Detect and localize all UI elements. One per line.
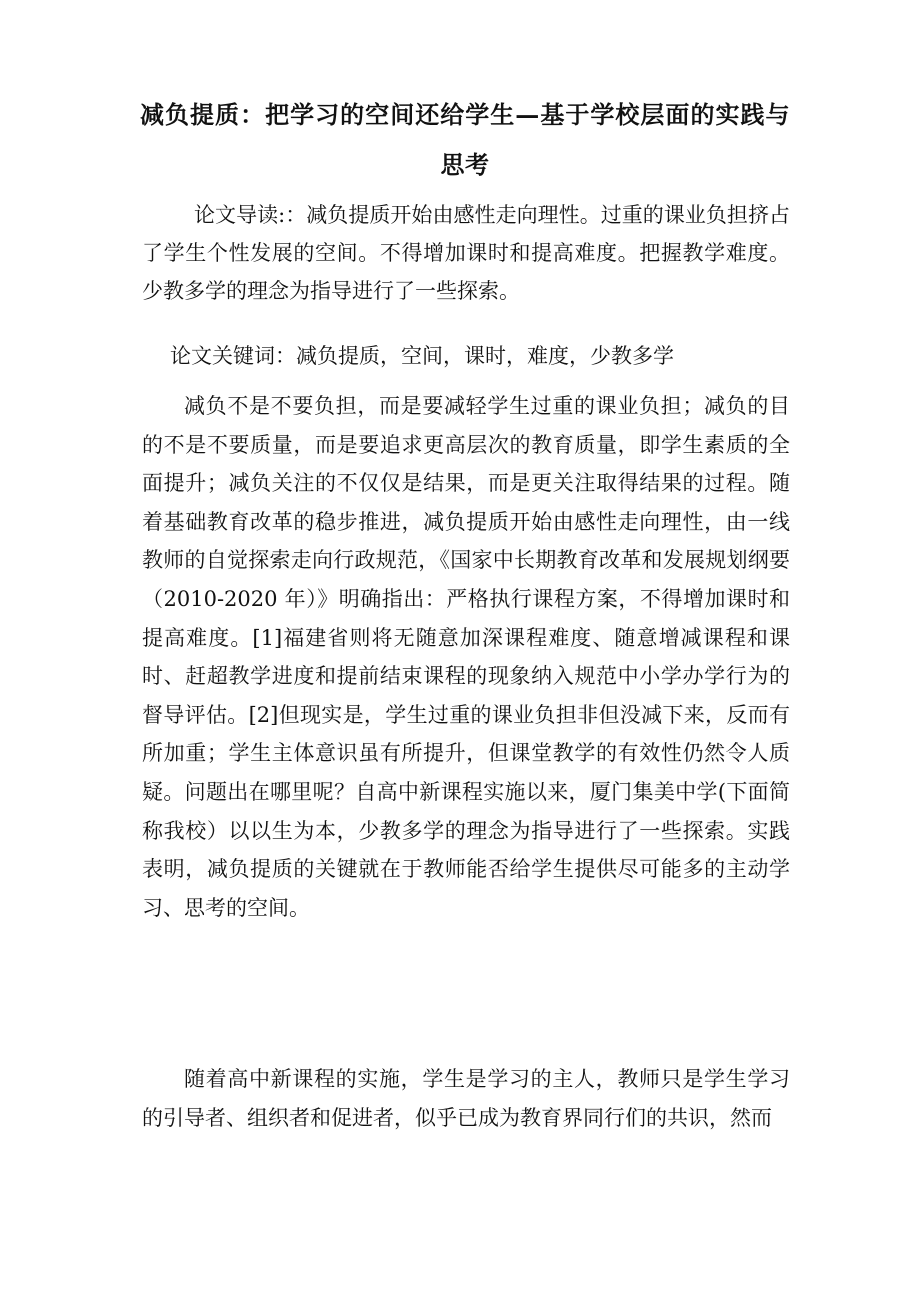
title-line-1: 减负提质：把学习的空间还给学生—基于学校层面的实践与: [140, 100, 790, 129]
keywords-paragraph: 论文关键词：减负提质，空间，课时，难度，少教多学: [170, 344, 674, 368]
title-line-2: 思考: [440, 150, 490, 179]
abstract-paragraph: 论文导读:：减负提质开始由感性走向理性。过重的课业负担挤占了学生个性发展的空间。不得增加课时和提高难度。把握教学难度。少教多学的理念为指导进行了一些探索。: [142, 203, 790, 303]
document-title: [140, 90, 790, 190]
body-paragraph: 减负不是不要负担，而是要减轻学生过重的课业负担；减负的目的不是不要质量，而是要追求更高层次的教育质量，即学生素质的全面提升；减负关注的不仅仅是结果，而是更关注取得结果的过程。随着基础教育改革的稳步推进，减负提质开始由感性走向理性，由一线教师的自觉探索走向行政规范，《国家中长期教育改革和发展规划纲要（2010-2020 年）》明确指出：严格执行课程方案，不得增加课时和提高难度。[1]福建省则将无随意加深课程难度、随意增减课程和课时、赶超教学进度和提前结束课程的现象纳入规范中小学办学行为的督导评估。[2]但现实是，学生过重的课业负担非但没减下来，反而有所加重；学生主体意识虽有所提升，但课堂教学的有效性仍然令人质疑。问题出在哪里呢？自高中新课程实施以来，厦门集美中学(下面简称我校）以以生为本，少教多学的理念为指导进行了一些探索。实践表明，减负提质的关键就在于教师能否给学生提供尽可能多的主动学习、思考的空间。: [142, 394, 790, 920]
body-paragraph: 随着高中新课程的实施，学生是学习的主人，教师只是学生学习的引导者、组织者和促进者，似乎已成为教育界同行们的共识，然而: [142, 1067, 790, 1130]
